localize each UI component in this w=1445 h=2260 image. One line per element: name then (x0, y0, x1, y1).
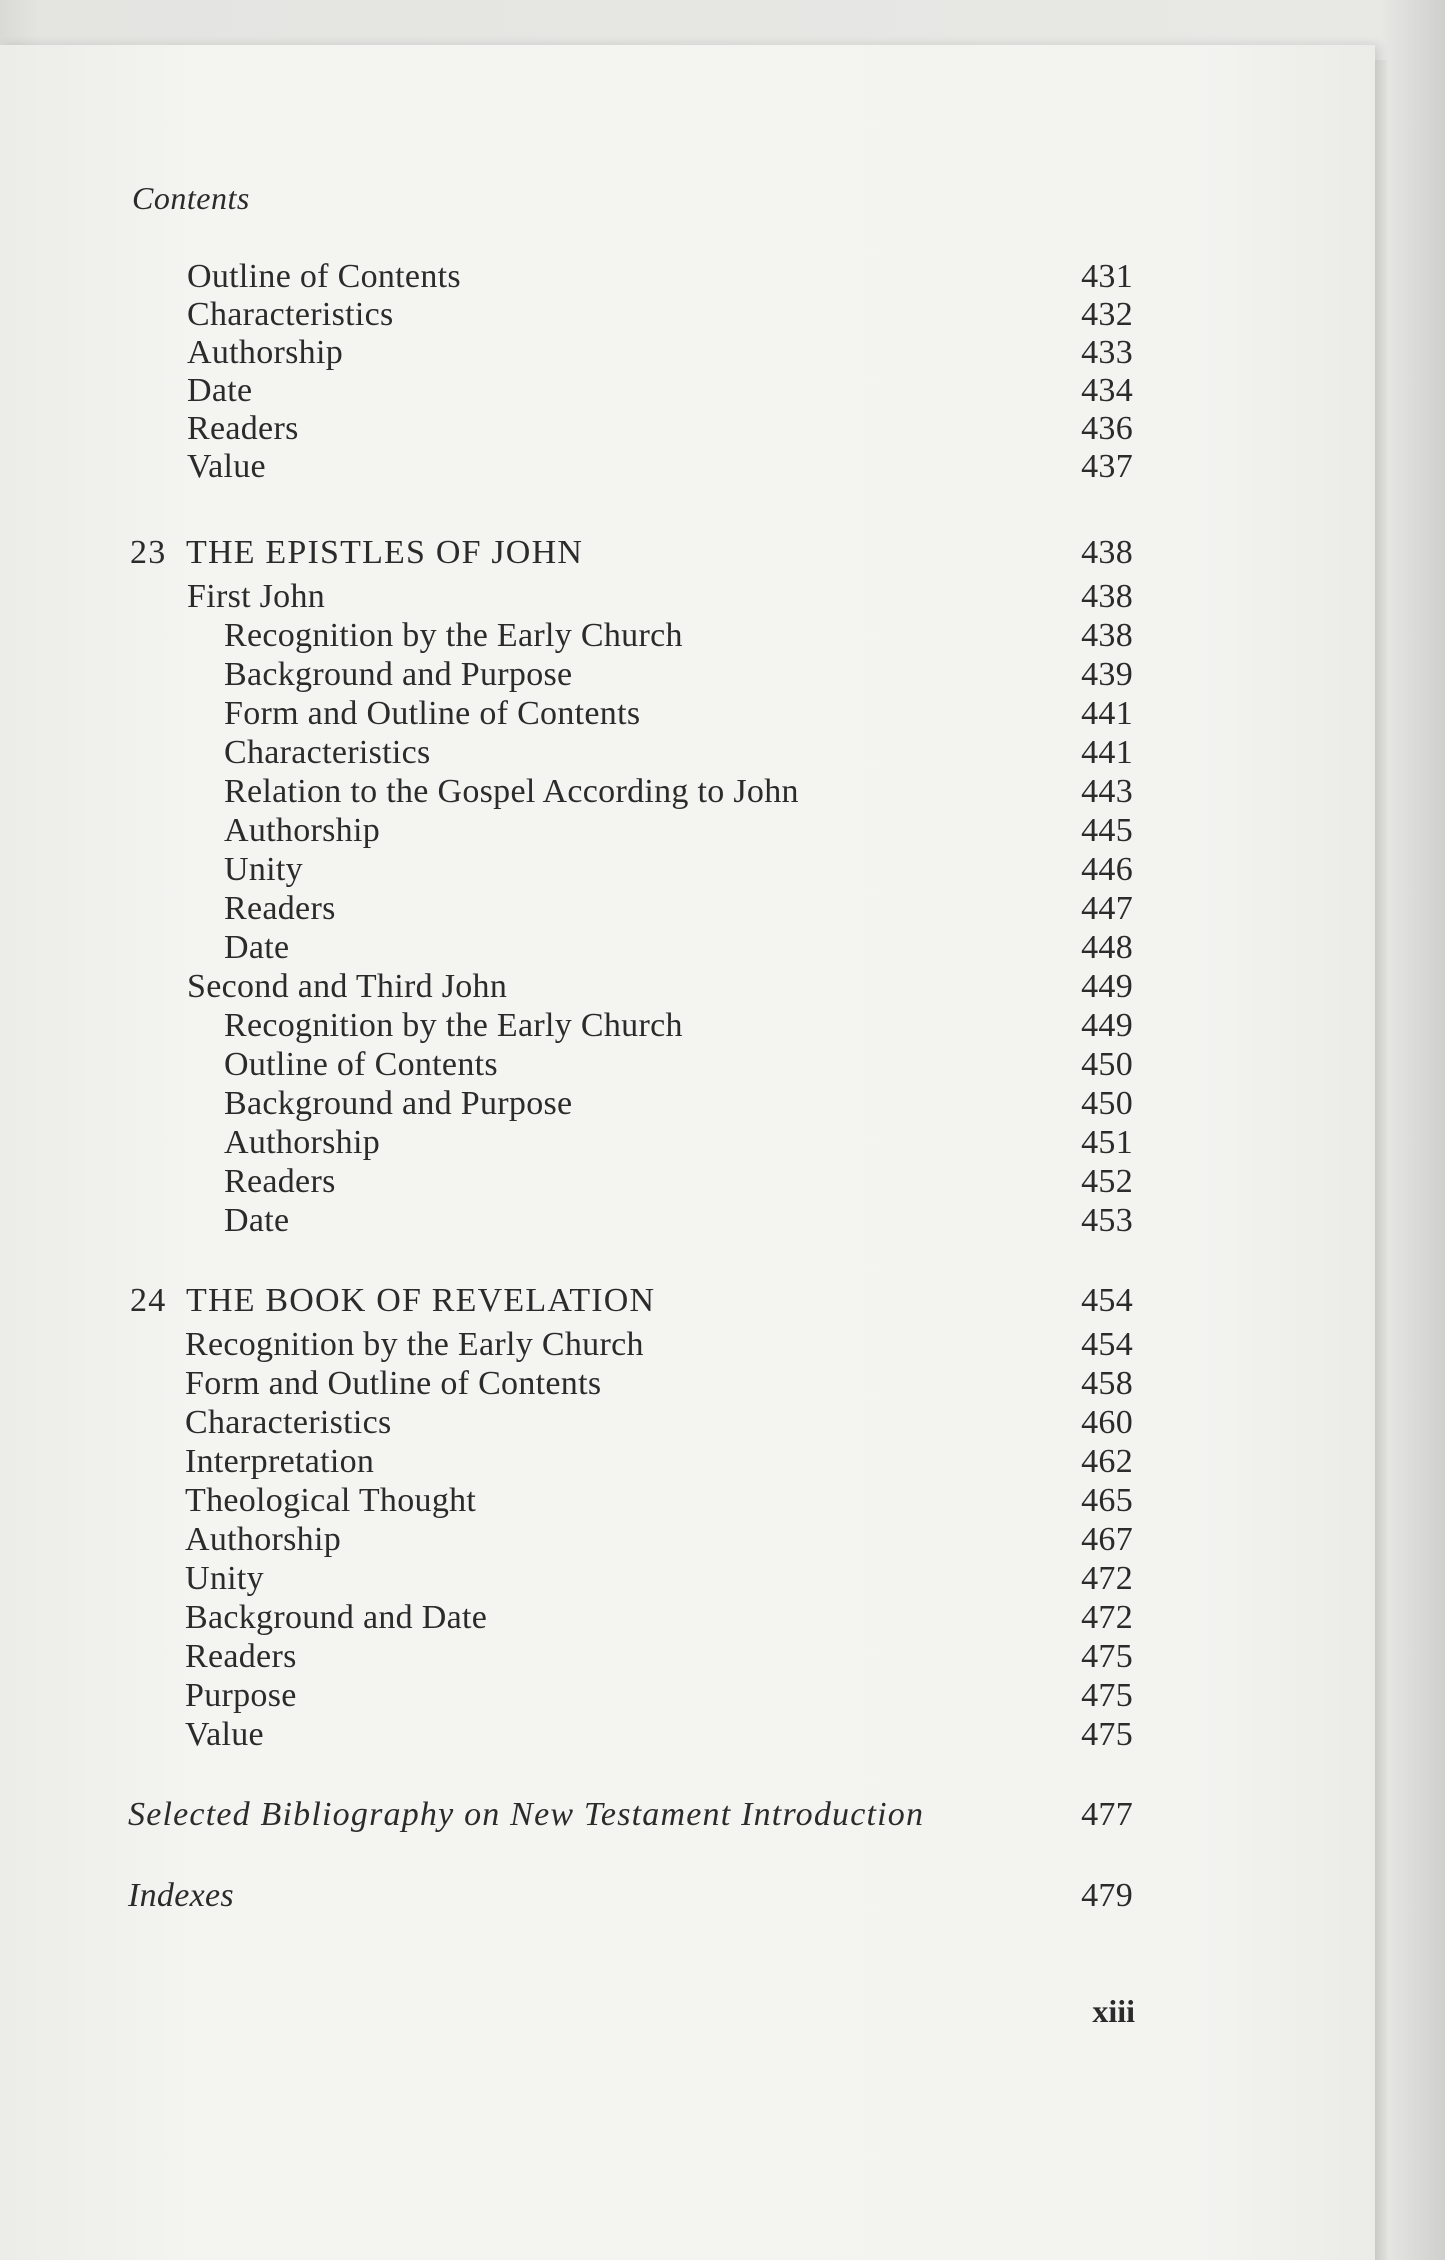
toc-entry-label: Background and Date (185, 1599, 488, 1636)
toc-entry-label: Background and Purpose (224, 1085, 573, 1122)
toc-entry-page: 449 (1081, 968, 1133, 1005)
toc-entry-page: 441 (1081, 695, 1133, 732)
toc-entry-page: 446 (1081, 851, 1133, 888)
toc-entry-page: 472 (1081, 1599, 1133, 1636)
toc-entry-page: 432 (1081, 296, 1133, 333)
toc-entry-label: Authorship (224, 812, 380, 849)
toc-entry-label: Readers (185, 1638, 297, 1675)
toc-entry-page: 454 (1081, 1326, 1133, 1363)
toc-entry-page: 475 (1081, 1638, 1133, 1675)
toc-entry-label: Second and Third John (187, 968, 508, 1005)
toc-entry-label: Selected Bibliography on New Testament Introduction (128, 1796, 925, 1833)
toc-entry-label: Date (224, 1202, 290, 1239)
page-edge (1375, 60, 1387, 2260)
toc-entry-page: 434 (1081, 372, 1133, 409)
toc-entry-label: Interpretation (185, 1443, 375, 1480)
toc-entry-label: Value (187, 448, 266, 485)
toc-entry-page: 448 (1081, 929, 1133, 966)
toc-entry-page: 462 (1081, 1443, 1133, 1480)
toc-entry-page: 438 (1081, 534, 1133, 571)
toc-entry-label: Outline of Contents (187, 258, 461, 295)
toc-entry-label: Indexes (128, 1877, 234, 1914)
toc-entry-page: 454 (1081, 1282, 1133, 1319)
toc-entry-page: 472 (1081, 1560, 1133, 1597)
toc-entry-page: 441 (1081, 734, 1133, 771)
toc-entry-label: Form and Outline of Contents (224, 695, 641, 732)
toc-entry-page: 475 (1081, 1716, 1133, 1753)
page-number: xiii (1092, 1993, 1135, 2029)
toc-entry-page: 453 (1081, 1202, 1133, 1239)
chapter-title: THE BOOK OF REVELATION (186, 1282, 656, 1319)
toc-entry-page: 433 (1081, 334, 1133, 371)
toc-entry-label: Relation to the Gospel According to John (224, 773, 799, 810)
toc-entry-page: 460 (1081, 1404, 1133, 1441)
toc-entry-label: Purpose (185, 1677, 297, 1714)
chapter-title: THE EPISTLES OF JOHN (186, 534, 584, 571)
toc-entry-label: Characteristics (185, 1404, 392, 1441)
chapter-number: 24 (130, 1282, 167, 1319)
toc-entry-label: First John (187, 578, 326, 615)
toc-entry-page: 438 (1081, 578, 1133, 615)
toc-entry-page: 431 (1081, 258, 1133, 295)
toc-entry-page: 443 (1081, 773, 1133, 810)
toc-entry-page: 445 (1081, 812, 1133, 849)
running-header: Contents (132, 180, 250, 216)
toc-entry-label: Characteristics (224, 734, 431, 771)
toc-entry-page: 479 (1081, 1877, 1133, 1914)
toc-entry-label: Outline of Contents (224, 1046, 498, 1083)
toc-entry-page: 449 (1081, 1007, 1133, 1044)
toc-entry-label: Authorship (224, 1124, 380, 1161)
toc-entry-page: 447 (1081, 890, 1133, 927)
toc-entry-label: Readers (224, 890, 336, 927)
toc-entry-page: 467 (1081, 1521, 1133, 1558)
toc-entry-label: Readers (187, 410, 299, 447)
toc-entry-label: Readers (224, 1163, 336, 1200)
toc-entry-page: 465 (1081, 1482, 1133, 1519)
toc-entry-label: Characteristics (187, 296, 394, 333)
toc-entry-page: 450 (1081, 1046, 1133, 1083)
toc-entry-label: Form and Outline of Contents (185, 1365, 602, 1402)
toc-entry-page: 458 (1081, 1365, 1133, 1402)
toc-entry-label: Theological Thought (185, 1482, 477, 1519)
toc-entry-page: 436 (1081, 410, 1133, 447)
toc-entry-page: 451 (1081, 1124, 1133, 1161)
toc-entry-label: Recognition by the Early Church (224, 617, 683, 654)
toc-entry-page: 452 (1081, 1163, 1133, 1200)
toc-entry-page: 438 (1081, 617, 1133, 654)
toc-entry-page: 475 (1081, 1677, 1133, 1714)
toc-entry-label: Date (224, 929, 290, 966)
chapter-number: 23 (130, 534, 167, 571)
toc-entry-label: Background and Purpose (224, 656, 573, 693)
toc-entry-page: 437 (1081, 448, 1133, 485)
toc-entry-label: Unity (224, 851, 303, 888)
toc-entry-label: Recognition by the Early Church (224, 1007, 683, 1044)
toc-entry-page: 439 (1081, 656, 1133, 693)
toc-entry-label: Value (185, 1716, 264, 1753)
toc-entry-label: Authorship (185, 1521, 341, 1558)
toc-entry-page: 477 (1081, 1796, 1133, 1833)
toc-entry-label: Authorship (187, 334, 343, 371)
toc-entry-label: Recognition by the Early Church (185, 1326, 644, 1363)
toc-entry-page: 450 (1081, 1085, 1133, 1122)
toc-entry-label: Date (187, 372, 253, 409)
toc-entry-label: Unity (185, 1560, 264, 1597)
